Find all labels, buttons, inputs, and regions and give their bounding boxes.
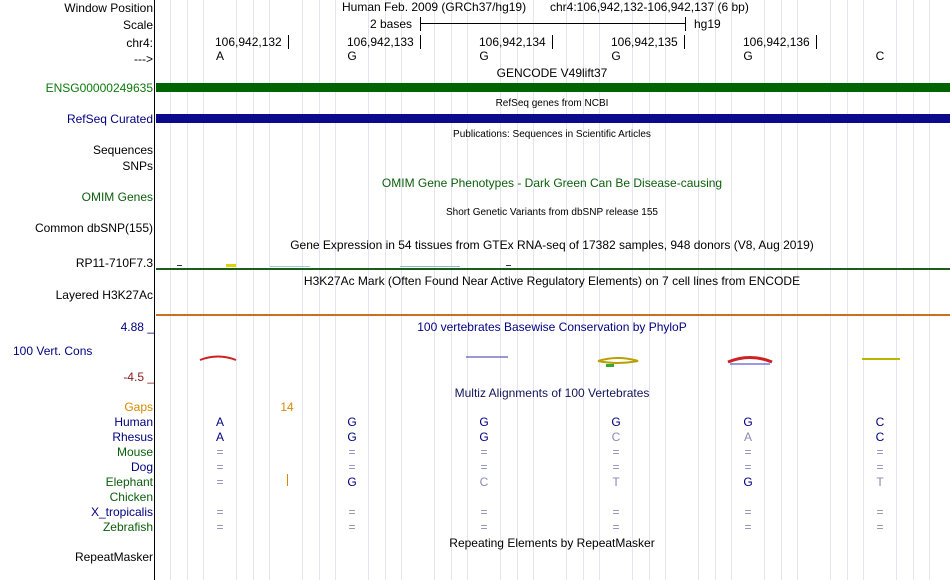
gap-count: 14 (280, 400, 294, 414)
refseq-track-title[interactable]: RefSeq genes from NCBI (495, 98, 609, 109)
multiz-track-title[interactable]: Multiz Alignments of 100 Vertebrates (454, 386, 650, 400)
aligned-base: = (216, 520, 224, 534)
aligned-base: = (480, 520, 488, 534)
h3k27ac-label[interactable]: Layered H3K27Ac (55, 288, 153, 302)
refseq-gene-bar[interactable] (156, 114, 950, 123)
species-label-elephant[interactable]: Elephant (105, 475, 153, 489)
gtex-divider (156, 268, 950, 270)
ref-base: C (875, 49, 885, 63)
gencode-gene-label[interactable]: ENSG00000249635 (45, 81, 153, 95)
aligned-base: A (215, 430, 225, 444)
aligned-base: C (479, 475, 489, 489)
aligned-base: = (876, 460, 884, 474)
aligned-base: G (611, 415, 621, 429)
chromosome-label: chr4: (126, 36, 153, 50)
aligned-base: G (347, 415, 357, 429)
aligned-base: = (216, 445, 224, 459)
h3k27ac-signal-baseline (156, 314, 950, 316)
ruler-coord: 106,942,136 (743, 35, 810, 49)
aligned-base: = (744, 505, 752, 519)
aligned-base: = (216, 460, 224, 474)
gencode-track-title[interactable]: GENCODE V49lift37 (496, 66, 608, 80)
ref-base: G (347, 49, 357, 63)
aligned-base: C (875, 430, 885, 444)
aligned-base: A (215, 415, 225, 429)
gtex-track-title[interactable]: Gene Expression in 54 tissues from GTEx RNA-seq of 17382 samples, 948 donors (V8, Aug 2019) (290, 238, 814, 252)
aligned-base: = (744, 445, 752, 459)
species-label-chicken[interactable]: Chicken (109, 490, 153, 504)
strand-label: ---> (134, 52, 153, 66)
species-label-rhesus[interactable]: Rhesus (112, 430, 153, 444)
window-position-label: Window Position (64, 1, 153, 15)
aligned-base: = (612, 445, 620, 459)
aligned-base: A (743, 430, 753, 444)
aligned-base: = (744, 520, 752, 534)
position-range[interactable]: chr4:106,942,132-106,942,137 (6 bp) (550, 0, 749, 14)
omim-track-title[interactable]: OMIM Gene Phenotypes - Dark Green Can Be Disease-causing (381, 176, 723, 190)
gencode-gene-bar[interactable] (156, 83, 950, 92)
omim-label[interactable]: OMIM Genes (81, 190, 153, 204)
dbsnp-track-title[interactable]: Short Genetic Variants from dbSNP release 155 (446, 207, 658, 218)
aligned-base: G (347, 475, 357, 489)
aligned-base: G (743, 475, 753, 489)
aligned-base: = (612, 505, 620, 519)
gtex-gene-label[interactable]: RP11-710F7.3 (75, 256, 153, 270)
phylop-label[interactable]: 100 Vert. Cons (13, 344, 93, 358)
h3k27ac-track-title[interactable]: H3K27Ac Mark (Often Found Near Active Regulatory Elements) on 7 cell lines from ENCODE (303, 274, 801, 288)
aligned-base: = (876, 505, 884, 519)
aligned-base: = (480, 460, 488, 474)
aligned-base: C (611, 430, 621, 444)
assembly-title: Human Feb. 2009 (GRCh37/hg19) (342, 0, 527, 14)
aligned-base: = (348, 445, 356, 459)
aligned-base: = (876, 445, 884, 459)
aligned-base: = (348, 505, 356, 519)
aligned-base: = (216, 505, 224, 519)
species-label-dog[interactable]: Dog (130, 460, 153, 474)
aligned-base: = (876, 520, 884, 534)
aligned-base: G (347, 430, 357, 444)
aligned-base: = (612, 460, 620, 474)
ref-base: A (215, 49, 225, 63)
insertion-marker (287, 474, 288, 486)
species-label-mouse[interactable]: Mouse (116, 445, 153, 459)
scale-bar-text: 2 bases (370, 17, 413, 31)
aligned-base: = (480, 445, 488, 459)
aligned-base: = (480, 505, 488, 519)
track-label-separator (154, 0, 155, 580)
aligned-base: G (479, 415, 489, 429)
ref-base: G (611, 49, 621, 63)
aligned-base: C (875, 415, 885, 429)
aligned-base: = (348, 460, 356, 474)
aligned-base: = (348, 520, 356, 534)
phylop-min: -4.5 _ (123, 370, 154, 384)
gaps-label: Gaps (124, 400, 153, 414)
ref-base: G (743, 49, 753, 63)
scale-assembly: hg19 (694, 17, 721, 31)
phylop-track-title[interactable]: 100 vertebrates Basewise Conservation by PhyloP (417, 320, 687, 334)
scale-label: Scale (122, 18, 153, 32)
ruler-coord: 106,942,135 (611, 35, 678, 49)
dbsnp-label[interactable]: Common dbSNP(155) (34, 221, 153, 235)
aligned-base: G (479, 430, 489, 444)
species-label-x-tropicalis[interactable]: X_tropicalis (90, 505, 153, 519)
aligned-base: = (744, 460, 752, 474)
aligned-base: T (876, 475, 884, 489)
ruler-coord: 106,942,132 (215, 35, 282, 49)
repeatmasker-label[interactable]: RepeatMasker (74, 550, 153, 564)
ruler-coord: 106,942,134 (479, 35, 546, 49)
aligned-base: T (612, 475, 620, 489)
phylop-conservation-plot[interactable] (156, 345, 950, 375)
species-label-human[interactable]: Human (114, 415, 153, 429)
publications-sequences-label[interactable]: Sequences (92, 143, 153, 157)
phylop-max: 4.88 _ (120, 320, 154, 334)
repeatmasker-track-title[interactable]: Repeating Elements by RepeatMasker (449, 536, 655, 550)
ruler-coord: 106,942,133 (347, 35, 414, 49)
refseq-label[interactable]: RefSeq Curated (66, 112, 153, 126)
aligned-base: G (743, 415, 753, 429)
species-label-zebrafish[interactable]: Zebrafish (102, 520, 153, 534)
aligned-base: = (612, 520, 620, 534)
publications-track-title[interactable]: Publications: Sequences in Scientific Articles (453, 129, 651, 140)
publications-snps-label[interactable]: SNPs (122, 159, 153, 173)
aligned-base: = (216, 475, 224, 489)
ref-base: G (479, 49, 489, 63)
